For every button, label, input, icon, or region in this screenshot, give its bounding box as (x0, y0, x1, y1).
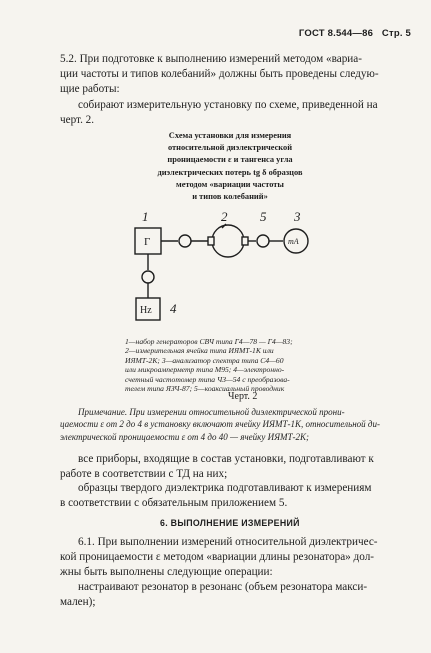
meter-label: mA (288, 237, 299, 246)
legend-line: телем типа ЯЗЧ-87; 5—коаксиальный проводник (125, 384, 285, 394)
scheme-number-5: 5 (260, 209, 267, 224)
page-number: Стр. 5 (381, 28, 411, 39)
note-line: цаемости ε от 2 до 4 в установку включают ячейку ИЯМТ-1К, относительной ди- (60, 419, 380, 430)
caption-line: методом «вариации частоты (176, 179, 284, 189)
legend-line: ИЯМТ-2К; 3—анализатор спектра типа С4—60 (125, 355, 284, 365)
gost-number: ГОСТ 8.544—86 (298, 28, 374, 39)
paragraph-devices (60, 452, 412, 482)
frequency-label: Hz (140, 305, 152, 316)
coax-connector (179, 235, 191, 247)
caption-line: Схема установки для измерения (168, 131, 292, 140)
text-line: в соответствии с обязательным приложением 5. (60, 496, 288, 509)
text-line: 5.2. При подготовке к выполнению измерений методом «вариа- (60, 53, 362, 65)
scheme-number-2: 2 (221, 209, 228, 224)
coax-connector (142, 271, 154, 283)
caption-line: диэлектрических потерь tg δ образцов (157, 167, 303, 177)
caption-line: относительной диэлектрической (167, 143, 293, 153)
text-line: настраивают резонатор в резонанс (объем резонатора макси- (78, 581, 368, 593)
text-line: образцы твердого диэлектрика подготавливают к измерениям (78, 482, 372, 494)
coax-connector (257, 235, 269, 247)
text-line: щие работы: (60, 82, 120, 95)
legend-line: 1—набор генераторов СВЧ типа Г4—78 — Г4—83; (125, 337, 293, 346)
measurement-scheme-diagram (130, 206, 330, 326)
scheme-legend (125, 337, 383, 393)
scheme-number-1: 1 (142, 209, 149, 224)
paragraph-5-2 (60, 52, 412, 96)
text-line: мален); (60, 595, 96, 608)
generator-label: Г (144, 236, 151, 248)
paragraph-tune (60, 580, 412, 610)
legend-line: 2—измерительная ячейка типа ИЯМТ-1К или (125, 346, 274, 356)
text-line: все приборы, входящие в состав установки, подготавливают к (78, 453, 374, 465)
note-block (60, 406, 412, 443)
page-header (293, 28, 411, 39)
scheme-caption (140, 130, 320, 203)
text-line: собирают измерительную установку по схеме, приведенной на (78, 99, 378, 111)
measuring-cell (212, 225, 244, 257)
scheme-number-3: 3 (294, 209, 301, 224)
paragraph-samples (60, 481, 412, 511)
scheme-number-4: 4 (170, 301, 177, 316)
text-line: ции частоты и типов колебаний» должны быть проведены следую- (60, 67, 379, 80)
paragraph-collect (60, 98, 412, 128)
note-line: электрической проницаемости ε от 4 до 40 — ячейку ИЯМТ-2К; (60, 431, 310, 442)
text-line: 6.1. При выполнении измерений относительной диэлектричес- (78, 536, 378, 548)
section-title: 6. ВЫПОЛНЕНИЕ ИЗМЕРЕНИЙ (160, 518, 300, 528)
text-line: работе в соответствии с ТД на них; (60, 467, 228, 480)
legend-line: счетный частотомер типа ЧЗ—54 с преобразова- (125, 374, 290, 384)
text-line: кой проницаемости ε методом «вариации длины резонатора» дол- (60, 550, 375, 563)
caption-line: проницаемости ε и тангенса угла (167, 155, 293, 165)
note-line: Примечание. При измерении относительной диэлектрической прони- (78, 407, 345, 417)
text-line: черт. 2. (60, 113, 95, 126)
caption-line: и типов колебаний» (192, 192, 268, 202)
text-line: жны быть выполнены следующие операции: (60, 565, 273, 578)
paragraph-6-1 (60, 535, 412, 579)
figure-label: Черт. 2 (228, 391, 258, 402)
legend-line: или микроамперметр типа М95; 4—электронно- (125, 365, 285, 375)
